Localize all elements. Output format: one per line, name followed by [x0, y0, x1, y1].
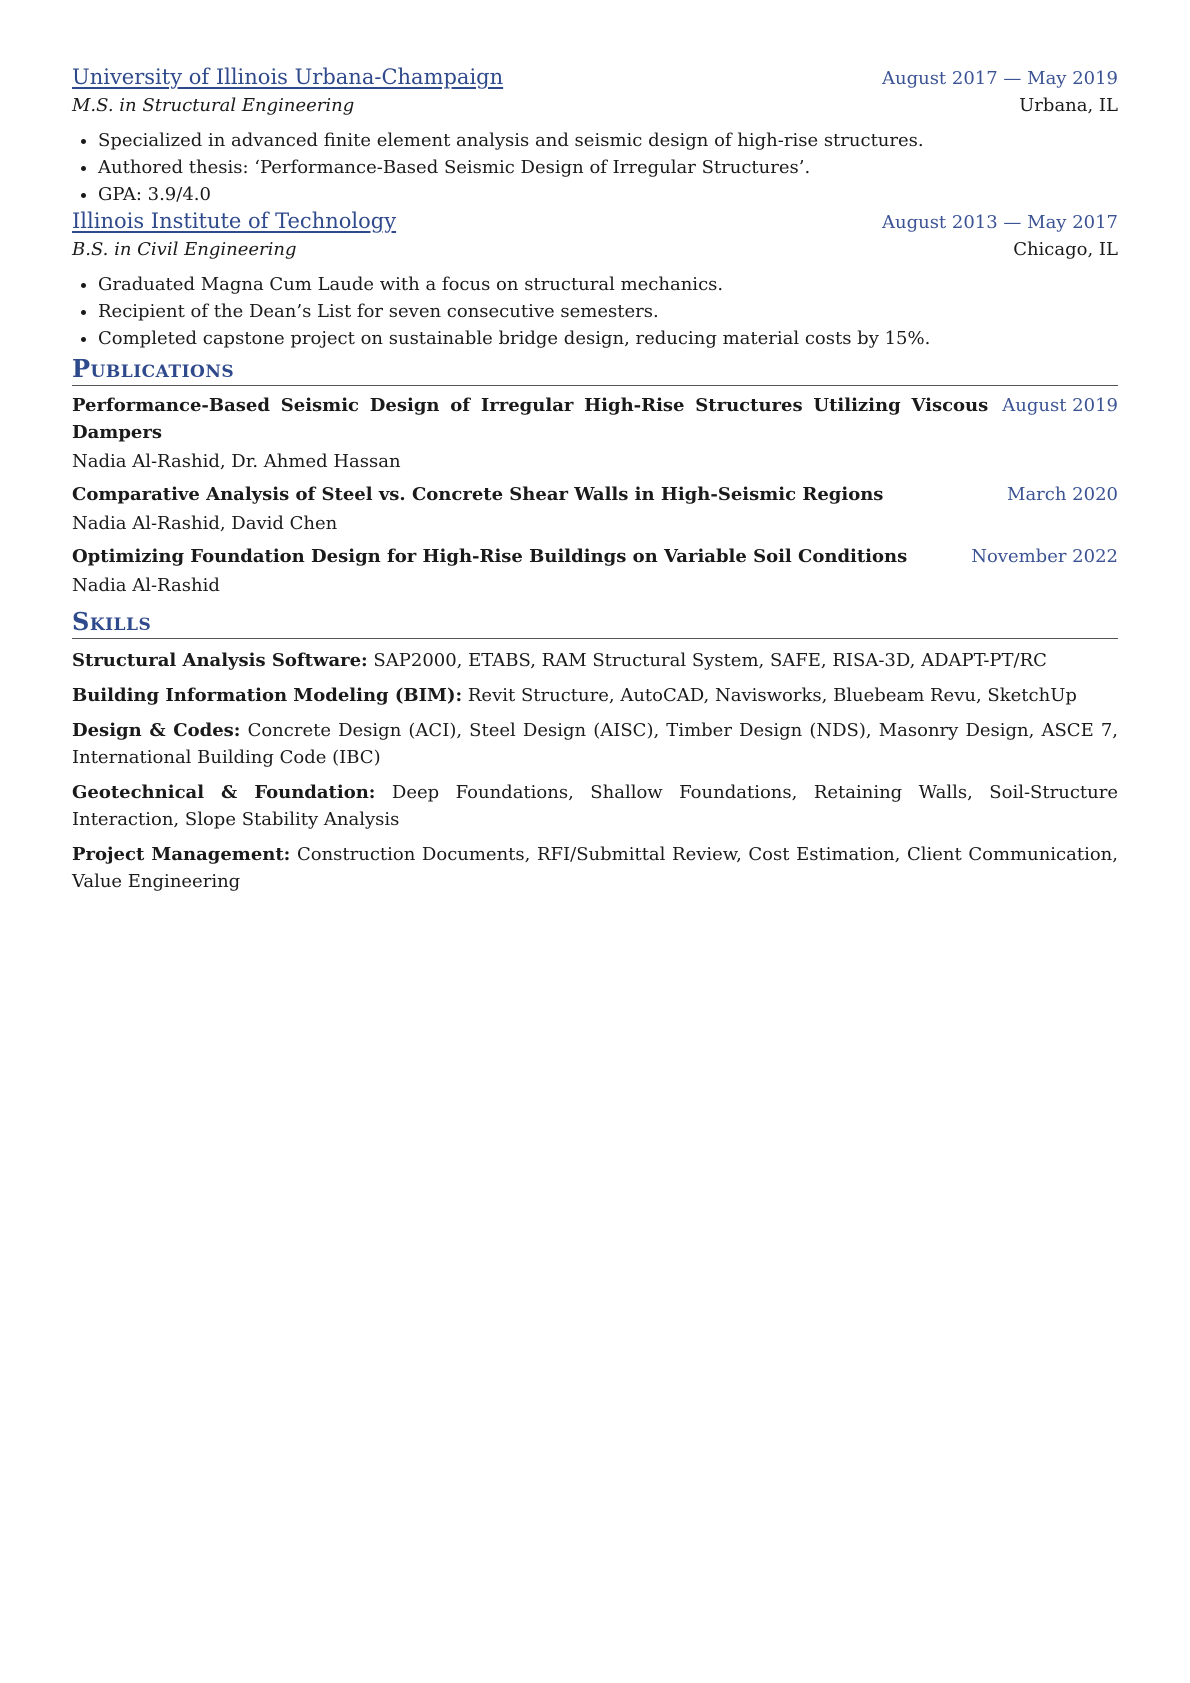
- bullet-item: • Specialized in advanced finite element analysis and seismic design of high-rise structures.: [98, 127, 1118, 154]
- publication-item: [72, 543, 1118, 599]
- bullet-item: • Authored thesis: ‘Performance-Based Seismic Design of Irregular Structures’.: [98, 154, 1118, 181]
- bullet-item: • Graduated Magna Cum Laude with a focus on structural mechanics.: [98, 271, 1118, 298]
- publications-heading: Publications: [72, 354, 1118, 386]
- education-subheader: [72, 236, 1118, 263]
- skill-label: Design & Codes:: [72, 720, 241, 741]
- skill-value: Construction Documents, RFI/Submittal Review, Cost Estimation, Client Communication, Value Engineering: [72, 844, 1119, 892]
- bullet-item: • Recipient of the Dean’s List for seven consecutive semesters.: [98, 298, 1118, 325]
- publication-authors: Nadia Al-Rashid, David Chen: [72, 513, 338, 534]
- education-bullets: [72, 271, 1118, 352]
- publication-title: Optimizing Foundation Design for High-Rise Buildings on Variable Soil Conditions: [72, 546, 908, 567]
- skill-row: [72, 841, 1118, 895]
- location: Urbana, IL: [1019, 95, 1118, 116]
- education-entry: [72, 208, 1118, 352]
- publications-list: [72, 392, 1118, 599]
- skill-label: Building Information Modeling (BIM):: [72, 685, 463, 706]
- education-header: [72, 64, 1118, 92]
- education-bullets: [72, 127, 1118, 208]
- school-name-link[interactable]: Illinois Institute of Technology: [72, 209, 397, 233]
- skill-value: Concrete Design (ACI), Steel Design (AISC), Timber Design (NDS), Masonry Design, ASCE 7, International Building Code (IBC): [72, 720, 1119, 768]
- bullet-item: • GPA: 3.9/4.0: [98, 181, 1118, 208]
- education-dates: August 2013 — May 2017: [881, 212, 1118, 233]
- publication-item: [72, 481, 1118, 537]
- skill-value: SAP2000, ETABS, RAM Structural System, SAFE, RISA-3D, ADAPT-PT/RC: [373, 650, 1047, 671]
- skill-label: Structural Analysis Software:: [72, 650, 368, 671]
- publication-title: Performance-Based Seismic Design of Irregular High-Rise Structures Utilizing Viscous Dampers: [72, 395, 989, 443]
- education-header: [72, 208, 1118, 236]
- skill-row: [72, 779, 1118, 833]
- education-entry: [72, 64, 1118, 208]
- skills-heading: Skills: [72, 607, 1118, 639]
- degree: M.S. in Structural Engineering: [72, 95, 355, 116]
- publication-authors: Nadia Al-Rashid: [72, 575, 220, 596]
- publication-item: [72, 392, 1118, 475]
- bullet-item: • Completed capstone project on sustainable bridge design, reducing material costs by 15%.: [98, 325, 1118, 352]
- degree: B.S. in Civil Engineering: [72, 239, 297, 260]
- skill-value: Deep Foundations, Shallow Foundations, Retaining Walls, Soil-Structure Interaction, Slope Stability Analysis: [72, 782, 1118, 830]
- skill-row: [72, 647, 1118, 674]
- skills-list: [72, 647, 1118, 895]
- skill-label: Project Management:: [72, 844, 291, 865]
- publication-date: August 2019: [1002, 395, 1118, 416]
- location: Chicago, IL: [1013, 239, 1118, 260]
- publication-title: Comparative Analysis of Steel vs. Concrete Shear Walls in High-Seismic Regions: [72, 484, 884, 505]
- skill-row: [72, 717, 1118, 771]
- publication-date: November 2022: [971, 546, 1118, 567]
- skill-label: Geotechnical & Foundation:: [72, 782, 376, 803]
- skill-value: Revit Structure, AutoCAD, Navisworks, Bluebeam Revu, SketchUp: [467, 685, 1077, 706]
- publication-authors: Nadia Al-Rashid, Dr. Ahmed Hassan: [72, 451, 401, 472]
- school-name-link[interactable]: University of Illinois Urbana-Champaign: [72, 65, 504, 89]
- education-dates: August 2017 — May 2019: [881, 68, 1118, 89]
- education-subheader: [72, 92, 1118, 119]
- skill-row: [72, 682, 1118, 709]
- publication-date: March 2020: [1007, 484, 1118, 505]
